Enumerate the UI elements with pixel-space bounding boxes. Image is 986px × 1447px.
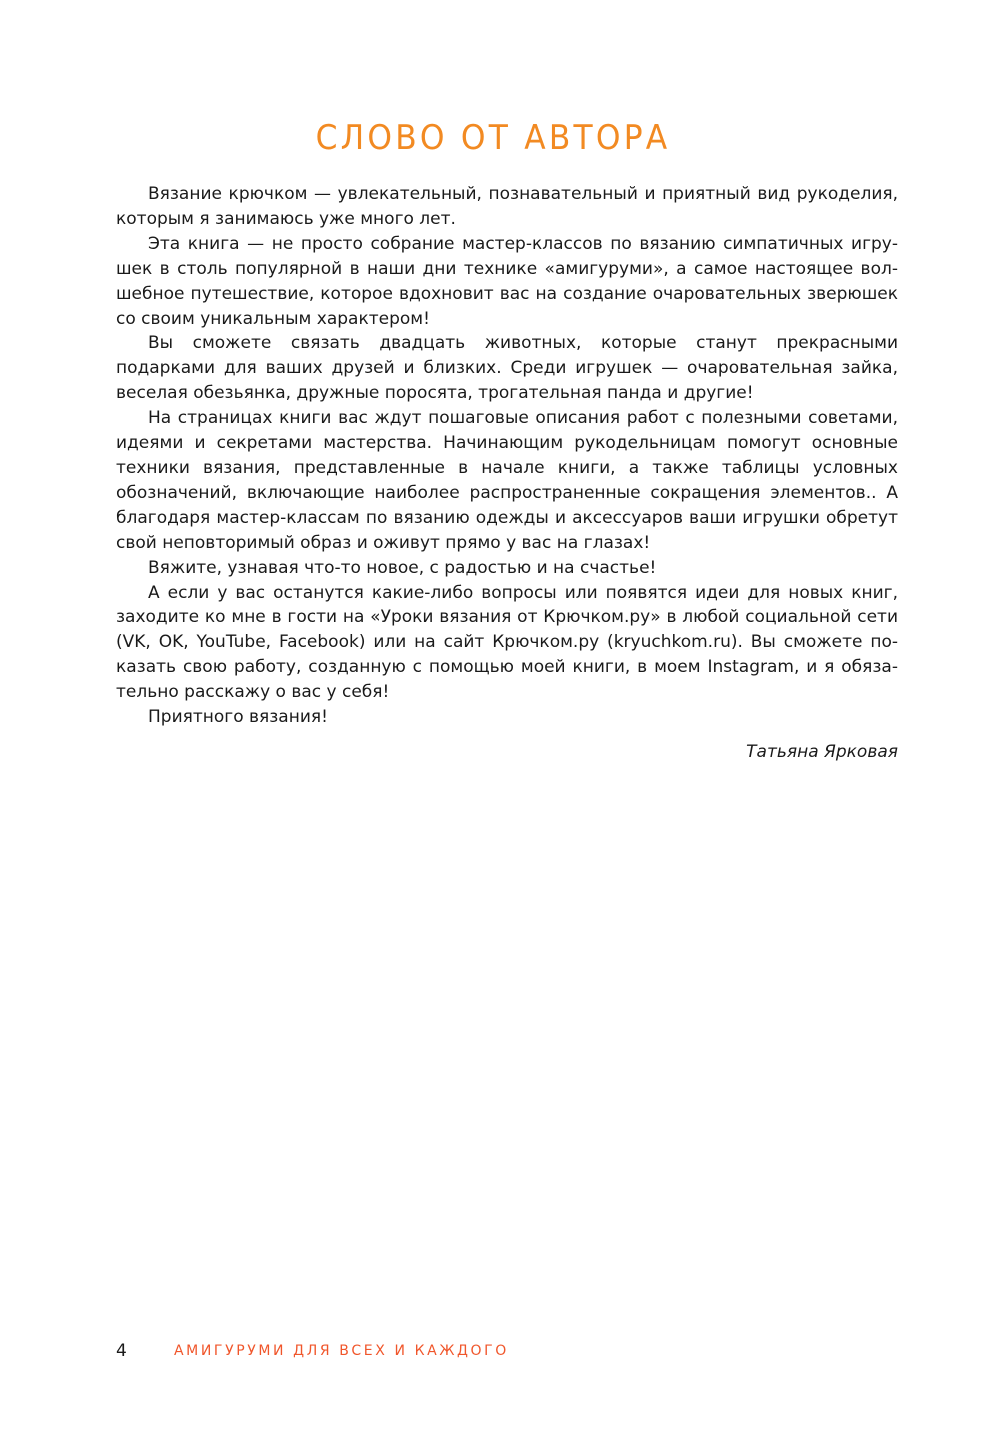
running-title: АМИГУРУМИ ДЛЯ ВСЕХ И КАЖДОГО — [174, 1343, 509, 1359]
paragraph-closing: Приятного вязания! — [148, 707, 328, 728]
page-number: 4 — [116, 1341, 127, 1361]
page-title: СЛОВО ОТ АВТОРА — [315, 118, 671, 158]
paragraph-wish: Вяжите, узнавая что-то новое, с радостью и на счастье! — [148, 557, 657, 578]
paragraph-animals: Вы сможете связать двадцать животных, которые станут прекрасными подарками для ваших друзей и близких. Среди игрушек — очаровательная зайка, веселая обезьянка, дружные поросята, трогательная панда и другие! — [116, 333, 898, 404]
paragraph-intro: Вязание крючком — увлекательный, познавательный и приятный вид рукоделия, которым я занимаюсь уже много лет. — [116, 184, 898, 229]
paragraph-about-book: Эта книга — не просто собрание мастер-классов по вязанию симпатичных игрушек в столь популярной в наши дни технике «амигуруми», а самое настоящее волшебное путешествие, которое вдохновит вас на создание очаровательных зверюшек со своим уникальным характером! — [116, 233, 898, 329]
paragraph-contacts: А если у вас останутся какие-либо вопросы или появятся идеи для новых книг, заходите ко мне в гости на «Уроки вязания от Крючком.ру» в любой социальной сети (VK, OK, YouTube, Facebook) или на сайт Крючком.ру (kryuchkom.ru). Вы сможете показать свою работу, созданную с помощью моей книги, в моем Instagram, и я обязательно расскажу о вас у себя! — [116, 582, 898, 703]
page-footer — [116, 1340, 509, 1362]
article-body — [116, 182, 898, 764]
paragraph-contents: На страницах книги вас ждут пошаговые описания работ с полезными советами, идеями и секретами мастерства. Начинающим рукодельницам помогут основные техники вязания, представленные в начале книги, а также таблицы условных обозначений, включающие наиболее распространенные сокращения элементов.. А благодаря мастер-классам по вязанию одежды и аксессуаров ваши игрушки обретут свой неповторимый образ и оживут прямо у вас на глазах! — [116, 408, 898, 553]
author-signature: Татьяна Ярковая — [746, 741, 898, 762]
